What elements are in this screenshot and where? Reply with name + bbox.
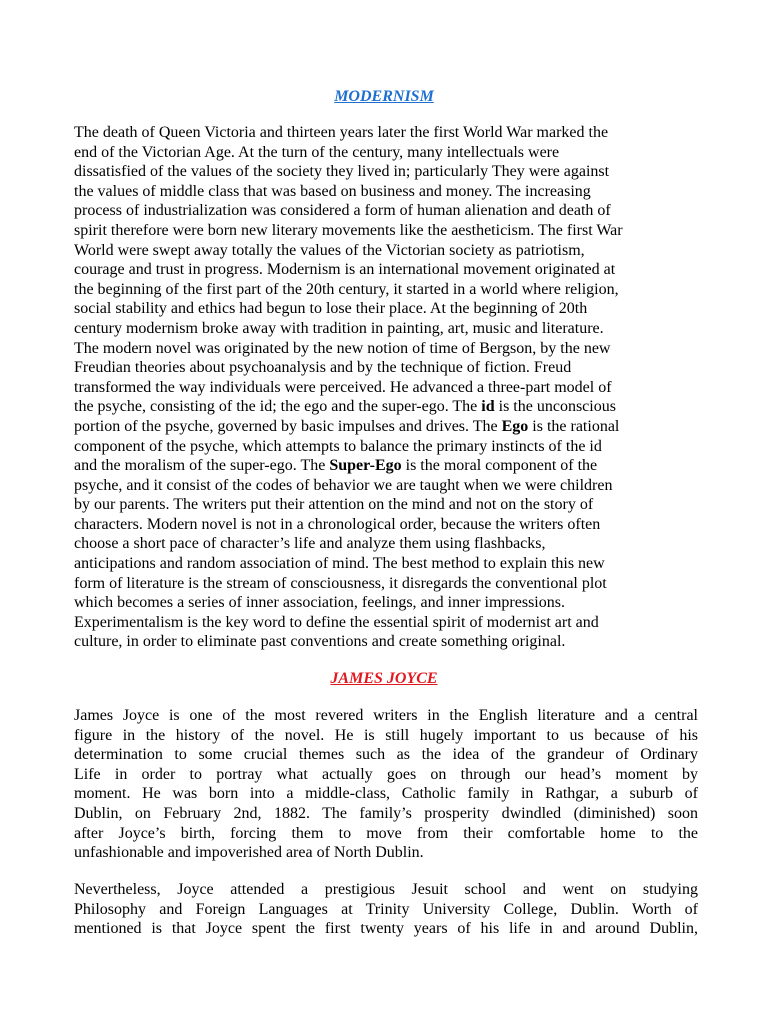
text-line: Dublin, on February 2nd, 1882. The family’s prosperity dwindled (diminished) soon	[74, 804, 698, 822]
text-line: courage and trust in progress. Modernism is an international movement originated at	[74, 261, 616, 279]
text-line: by our parents. The writers put their attention on the mind and not on the story of	[74, 496, 594, 514]
text-line: century modernism broke away with tradition in painting, art, music and literature.	[74, 319, 604, 337]
joyce-paragraph-2	[74, 880, 698, 939]
modernism-heading: MODERNISM	[334, 88, 434, 105]
text-line: James Joyce is one of the most revered writers in the English literature and a central	[74, 707, 698, 724]
text-line: figure in the history of the novel. He is still hugely important to us because of his	[74, 726, 698, 744]
text-fragment: is the rational	[528, 417, 620, 435]
text-line: choose a short pace of character’s life and analyze them using flashbacks,	[74, 535, 546, 553]
bold-term-superego: Super-Ego	[329, 457, 402, 475]
text-line: spirit therefore were born new literary movements like the aestheticism. The first War	[74, 221, 623, 239]
text-line: unfashionable and impoverished area of North Dublin.	[74, 844, 424, 862]
james-joyce-heading: JAMES JOYCE	[330, 670, 438, 687]
text-line: characters. Modern novel is not in a chronological order, because the writers often	[74, 515, 601, 533]
text-fragment: portion of the psyche, governed by basic impulses and drives. The	[74, 417, 502, 435]
text-fragment: is the moral component of the	[401, 457, 598, 475]
text-line: The modern novel was originated by the new notion of time of Bergson, by the new	[74, 339, 611, 357]
text-line: after Joyce’s birth, forcing them to move from their comfortable home to the	[74, 824, 698, 842]
text-line: social stability and ethics had begun to lose their place. At the beginning of 20th	[74, 300, 588, 318]
text-line: anticipations and random association of mind. The best method to explain this new	[74, 555, 605, 573]
text-fragment: the psyche, consisting of the id; the ego and the super-ego. The	[74, 398, 482, 416]
text-line: Experimentalism is the key word to define the essential spirit of modernist art and	[74, 613, 599, 631]
text-line-with-id	[74, 397, 698, 417]
text-line-with-ego	[74, 417, 698, 437]
text-line: psyche, and it consist of the codes of behavior we are taught when we were children	[74, 476, 613, 494]
text-line: mentioned is that Joyce spent the first twenty years of his life in and around Dublin,	[74, 920, 698, 938]
text-line: which becomes a series of inner association, feelings, and inner impressions.	[74, 594, 565, 612]
text-line: process of industrialization was considered a form of human alienation and death of	[74, 202, 611, 220]
text-fragment: is the unconscious	[494, 398, 616, 416]
text-line: Nevertheless, Joyce attended a prestigious Jesuit school and went on studying	[74, 881, 698, 898]
text-line: determination to some crucial themes such as the idea of the grandeur of Ordinary	[74, 746, 698, 764]
text-line: Freudian theories about psychoanalysis and by the technique of fiction. Freud	[74, 359, 572, 377]
text-line: Philosophy and Foreign Languages at Trinity University College, Dublin. Worth of	[74, 900, 698, 918]
text-line: World were swept away totally the values of the Victorian society as patriotism,	[74, 241, 585, 259]
text-fragment: and the moralism of the super-ego. The	[74, 457, 330, 475]
text-line: the beginning of the first part of the 20th century, it started in a world where religion,	[74, 280, 619, 298]
text-line: end of the Victorian Age. At the turn of the century, many intellectuals were	[74, 143, 560, 161]
bold-term-ego: Ego	[501, 417, 529, 435]
text-line: The death of Queen Victoria and thirteen years later the first World War marked the	[74, 124, 609, 141]
text-line: transformed the way individuals were perceived. He advanced a three-part model of	[74, 378, 612, 396]
joyce-paragraph-1	[74, 706, 698, 863]
text-line: Life in order to portray what actually goes on through our head’s moment by	[74, 765, 698, 783]
bold-term-id: id	[481, 398, 495, 416]
text-line: moment. He was born into a middle-class, Catholic family in Rathgar, a suburb of	[74, 785, 698, 803]
text-line: form of literature is the stream of consciousness, it disregards the conventional plot	[74, 574, 607, 592]
modernism-paragraph	[74, 123, 698, 652]
text-line-with-superego	[74, 456, 698, 476]
text-line: culture, in order to eliminate past conventions and create something original.	[74, 633, 566, 651]
text-line: the values of middle class that was based on business and money. The increasing	[74, 182, 591, 200]
text-line: dissatisfied of the values of the society they lived in; particularly They were against	[74, 163, 610, 181]
text-line: component of the psyche, which attempts to balance the primary instincts of the id	[74, 437, 602, 455]
